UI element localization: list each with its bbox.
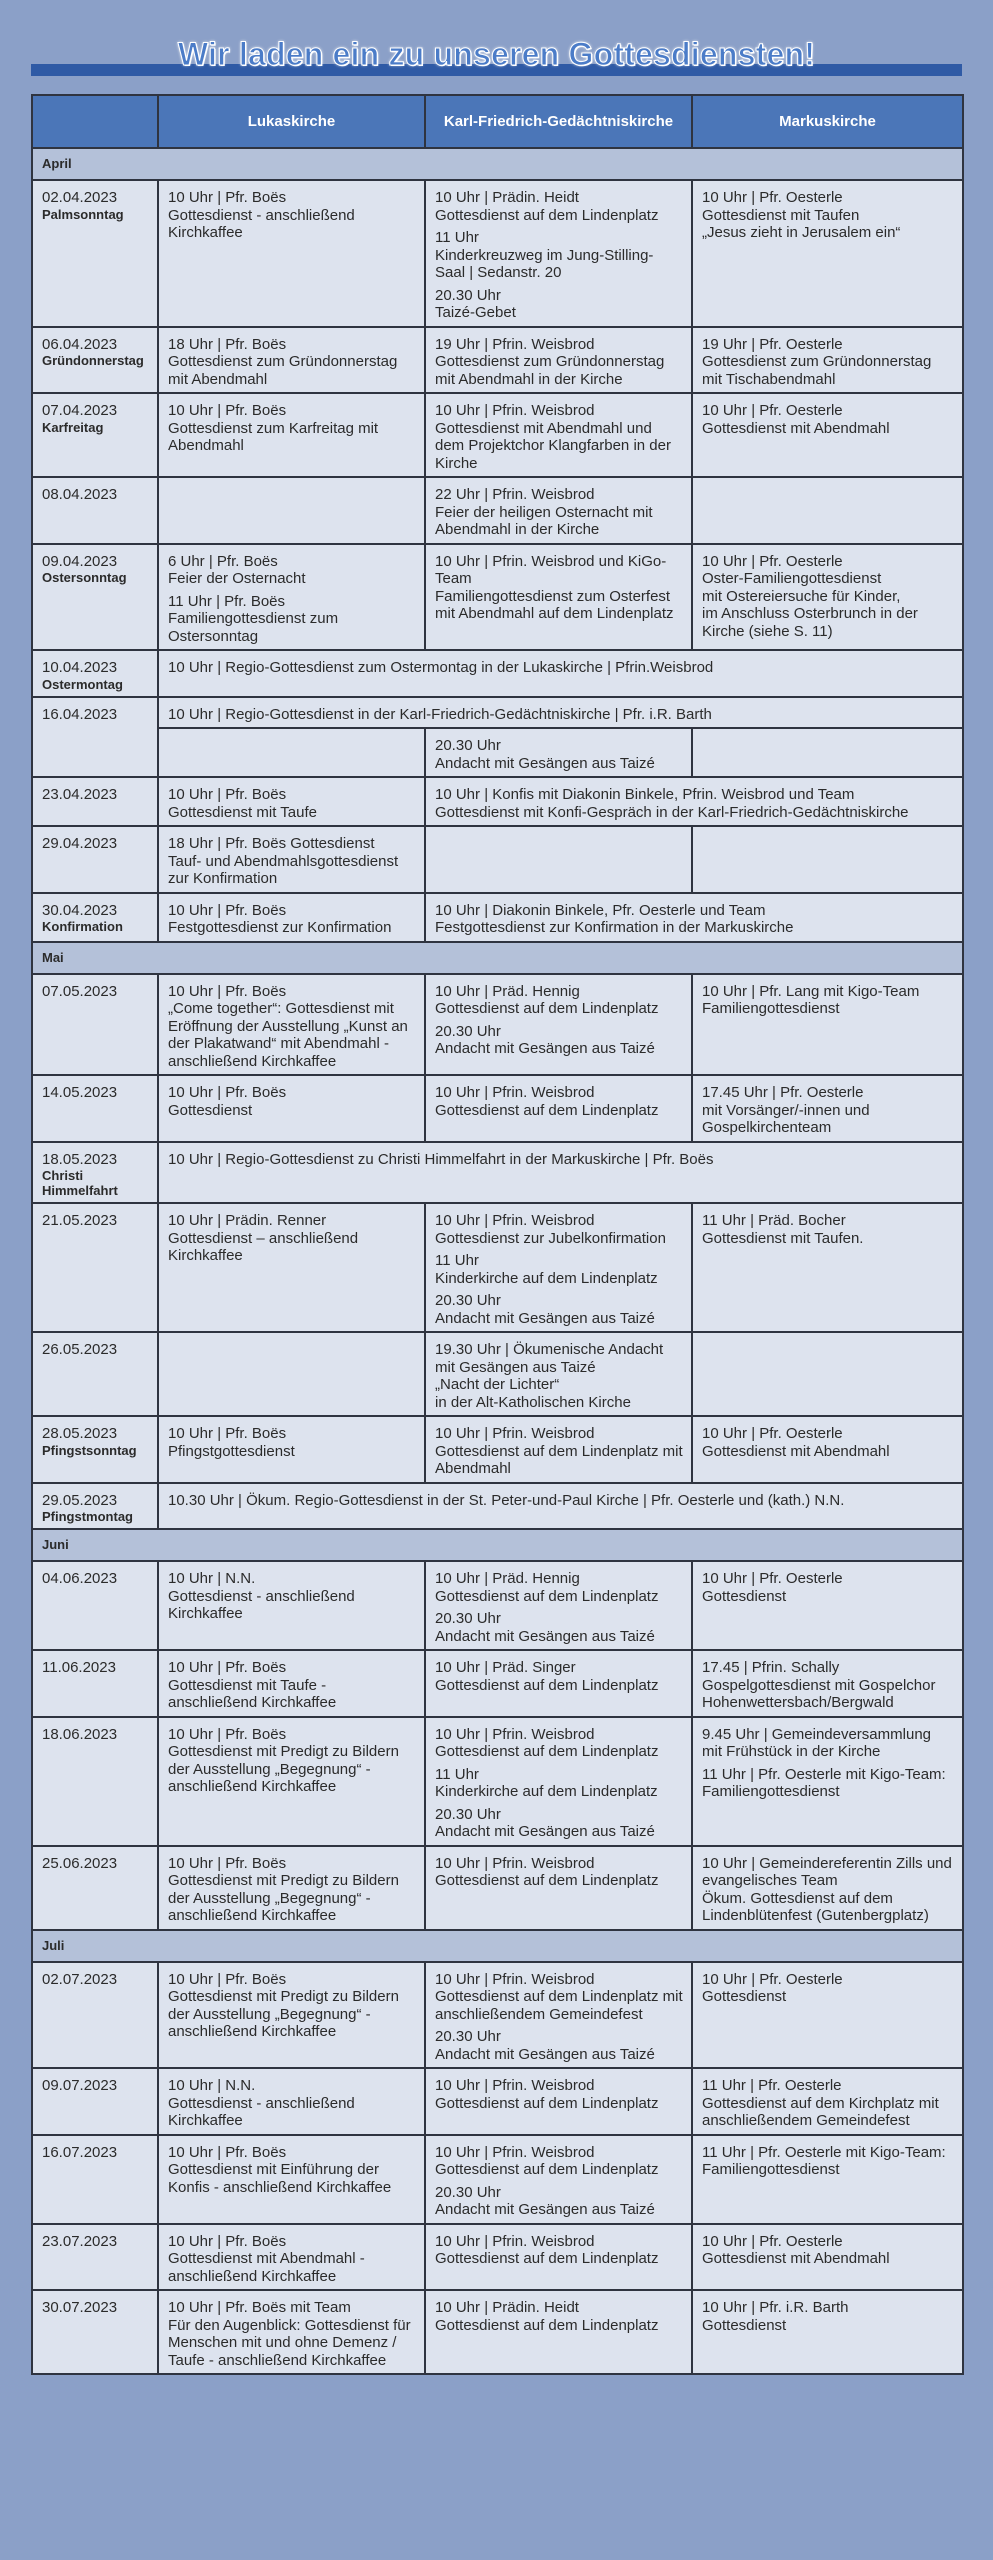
service-entry: 10 Uhr | Pfr. Oesterle Gottesdienst mit Abendmahl	[702, 402, 890, 437]
service-date: 16.07.2023	[42, 2143, 118, 2161]
markuskirche-cell	[692, 180, 963, 327]
service-entry: 10 Uhr | Pfrin. Weisbrod und KiGo-Team Familiengottesdienst zum Osterfest mit Abendmahl auf dem Lindenplatz	[435, 552, 674, 622]
service-entry: 10 Uhr | Pfr. Oesterle Gottesdienst	[702, 1570, 843, 1605]
kfg-kirche-cell	[425, 728, 692, 777]
service-entry: 10 Uhr | Pfrin. Weisbrod Gottesdienst auf dem Lindenplatz	[435, 2143, 659, 2178]
date-cell	[32, 477, 158, 544]
service-date: 10.04.2023	[42, 659, 118, 676]
service-entry: 10 Uhr | Prädin. Heidt Gottesdienst auf dem Lindenplatz	[435, 2299, 659, 2334]
service-entry: 10 Uhr | Präd. Hennig Gottesdienst auf dem Lindenplatz	[435, 1570, 659, 1605]
service-entry: 10 Uhr | Pfr. Lang mit Kigo-Team Familiengottesdienst	[702, 982, 920, 1017]
month-row	[32, 1930, 963, 1962]
service-date: 04.06.2023	[42, 1570, 118, 1587]
kfg-kirche-cell	[425, 974, 692, 1076]
service-entry: 10 Uhr | Pfr. Boës Gottesdienst mit Taufe	[168, 786, 317, 821]
kfg-kirche-cell	[425, 2224, 692, 2291]
service-date: 02.04.2023	[42, 189, 118, 206]
markuskirche-cell	[692, 2068, 963, 2135]
date-cell	[32, 1717, 158, 1846]
service-entry: 10 Uhr | Pfr. i.R. Barth Gottesdienst	[702, 2299, 849, 2334]
service-entry: 17.45 Uhr | Pfr. Oesterle mit Vorsänger/-innen und Gospelkirchenteam	[702, 1084, 870, 1136]
service-entry: 11 Uhr | Pfr. Oesterle Gottesdienst auf dem Kirchplatz mit anschließendem Gemeindefest	[702, 2077, 939, 2129]
kfg-kirche-cell	[425, 1962, 692, 2069]
markuskirche-cell	[692, 1846, 963, 1930]
month-row	[32, 942, 963, 974]
service-entry: 11 Uhr Kinderkreuzweg im Jung-Stilling-Saal | Sedanstr. 20	[435, 229, 654, 281]
markuskirche-cell	[692, 393, 963, 477]
service-date: 28.05.2023	[42, 1425, 118, 1442]
service-entry: 11 Uhr | Pfr. Boës Familiengottesdienst zum Ostersonntag	[168, 592, 339, 645]
joint-service-cell: 10 Uhr | Diakonin Binkele, Pfr. Oesterle und Team Festgottesdienst zur Konfirmation in der Markuskirche	[425, 893, 963, 942]
table-row	[32, 1962, 963, 2069]
kfg-kirche-cell	[425, 393, 692, 477]
table-row	[32, 826, 963, 893]
service-entry: 10 Uhr | Pfrin. Weisbrod Gottesdienst zur Jubelkonfirmation	[435, 1212, 666, 1247]
markuskirche-cell	[692, 1650, 963, 1717]
service-date: 29.05.2023	[42, 1491, 118, 1509]
service-entry: 10 Uhr | Pfr. Oesterle Gottesdienst mit Abendmahl	[702, 1425, 890, 1460]
date-cell	[32, 180, 158, 327]
service-entry: 10 Uhr | Präd. Singer Gottesdienst auf dem Lindenplatz	[435, 1659, 659, 1694]
table-row	[32, 1483, 963, 1530]
service-date: 09.07.2023	[42, 2077, 118, 2094]
markuskirche-cell	[692, 728, 963, 777]
date-cell	[32, 2290, 158, 2374]
service-entry: 10 Uhr | Pfr. Boës Gottesdienst zum Karfreitag mit Abendmahl	[168, 402, 379, 454]
service-entry: 10 Uhr | N.N. Gottesdienst - anschließend Kirchkaffee	[168, 2077, 355, 2129]
month-label: April	[32, 148, 963, 180]
service-date: 06.04.2023	[42, 335, 118, 353]
kfg-kirche-cell	[425, 2290, 692, 2374]
occasion-label: Pfingstmontag	[42, 1509, 133, 1524]
kfg-kirche-cell	[425, 2135, 692, 2224]
service-date: 18.06.2023	[42, 1725, 118, 1743]
markuskirche-cell	[692, 1561, 963, 1650]
service-entry: 10 Uhr | Pfr. Boës Gottesdienst mit Predigt zu Bildern der Ausstellung „Begegnung“ - anschließend Kirchkaffee	[168, 1854, 399, 1924]
table-row	[32, 1142, 963, 1204]
table-row	[32, 2290, 963, 2374]
service-entry: 10 Uhr | Pfr. Oesterle Gottesdienst mit Taufen „Jesus zieht in Jerusalem ein“	[702, 189, 901, 241]
service-date: 21.05.2023	[42, 1212, 118, 1229]
page-title: Wir laden ein zu unseren Gottesdiensten!	[177, 36, 816, 72]
lukaskirche-cell	[158, 477, 425, 544]
service-date: 08.04.2023	[42, 486, 118, 503]
regio-service-cell: 10 Uhr | Regio-Gottesdienst zum Ostermontag in der Lukaskirche | Pfrin.Weisbrod	[158, 650, 963, 697]
service-entry: 11 Uhr | Pfr. Oesterle mit Kigo-Team: Familiengottesdienst	[702, 2143, 946, 2178]
service-date: 30.07.2023	[42, 2299, 118, 2316]
markuskirche-cell	[692, 1962, 963, 2069]
table-row	[32, 650, 963, 697]
date-cell	[32, 1561, 158, 1650]
service-entry: 20.30 Uhr Andacht mit Gesängen aus Taizé	[435, 1610, 655, 1645]
service-date: 07.04.2023	[42, 402, 118, 419]
service-entry: 10 Uhr | Pfr. Boës Gottesdienst mit Predigt zu Bildern der Ausstellung „Begegnung“ - anschließend Kirchkaffee	[168, 1970, 399, 2040]
service-date: 25.06.2023	[42, 1854, 118, 1872]
service-date: 09.04.2023	[42, 552, 118, 570]
lukaskirche-cell	[158, 1846, 425, 1930]
lukaskirche-cell	[158, 728, 425, 777]
service-entry: 10 Uhr | Pfrin. Weisbrod Gottesdienst auf dem Lindenplatz	[435, 2232, 659, 2267]
service-entry: 20.30 Uhr Andacht mit Gesängen aus Taizé	[435, 2183, 655, 2218]
markuskirche-cell	[692, 1332, 963, 1416]
table-row	[32, 180, 963, 327]
service-entry: 11 Uhr Kinderkirche auf dem Lindenplatz	[435, 1252, 658, 1287]
regio-service-cell: 10.30 Uhr | Ökum. Regio-Gottesdienst in der St. Peter-und-Paul Kirche | Pfr. Oesterle und (kath.) N.N.	[158, 1483, 963, 1530]
service-entry: 20.30 Uhr Andacht mit Gesängen aus Taizé	[435, 1292, 655, 1327]
occasion-label: Christi Himmelfahrt	[42, 1168, 118, 1198]
service-entry: 17.45 | Pfrin. Schally Gospelgottesdienst mit Gospelchor Hohenwettersbach/Bergwald	[702, 1659, 936, 1711]
kfg-kirche-cell	[425, 2068, 692, 2135]
kfg-kirche-cell	[425, 327, 692, 394]
service-entry: 19 Uhr | Pfrin. Weisbrod Gottesdienst zum Gründonnerstag mit Abendmahl in der Kirche	[435, 335, 665, 388]
service-entry: 10 Uhr | Pfr. Boës Gottesdienst mit Abendmahl - anschließend Kirchkaffee	[168, 2232, 365, 2285]
service-date: 30.04.2023	[42, 901, 118, 919]
service-entry: 10 Uhr | Pfr. Oesterle Oster-Familiengottesdienst mit Ostereiersuche für Kinder, im Anschluss Osterbrunch in der Kirche (siehe S. 11)	[702, 552, 918, 640]
date-cell	[32, 1142, 158, 1204]
page-header	[0, 0, 993, 80]
lukaskirche-cell	[158, 1416, 425, 1483]
lukaskirche-cell	[158, 544, 425, 651]
kfg-kirche-cell	[425, 1203, 692, 1332]
date-cell	[32, 650, 158, 697]
date-cell	[32, 697, 158, 778]
lukaskirche-cell	[158, 2068, 425, 2135]
service-date: 07.05.2023	[42, 982, 118, 1000]
service-entry: 10 Uhr | Gemeindereferentin Zills und evangelisches Team Ökum. Gottesdienst auf dem Lindenblütenfest (Gutenbergplatz)	[702, 1854, 952, 1924]
lukaskirche-cell	[158, 2135, 425, 2224]
markuskirche-cell	[692, 1717, 963, 1846]
service-entry: 10 Uhr | Pfr. Boës Pfingstgottesdienst	[168, 1425, 295, 1460]
header-karl-friedrich-gedaechtniskirche: Karl-Friedrich-Gedächtniskirche	[425, 95, 692, 148]
markuskirche-cell	[692, 974, 963, 1076]
lukaskirche-cell	[158, 1717, 425, 1846]
month-label: Juli	[32, 1930, 963, 1962]
lukaskirche-cell	[158, 1332, 425, 1416]
service-entry: 18 Uhr | Pfr. Boës Gottesdienst zum Gründonnerstag mit Abendmahl	[168, 335, 398, 388]
markuskirche-cell	[692, 1075, 963, 1142]
lukaskirche-cell	[158, 1075, 425, 1142]
service-entry: 10 Uhr | Präd. Hennig Gottesdienst auf dem Lindenplatz	[435, 982, 659, 1017]
date-cell	[32, 1483, 158, 1530]
markuskirche-cell	[692, 1203, 963, 1332]
occasion-label: Palmsonntag	[42, 206, 124, 222]
service-entry: 22 Uhr | Pfrin. Weisbrod Feier der heiligen Osternacht mit Abendmahl in der Kirche	[435, 486, 653, 538]
date-cell	[32, 1962, 158, 2069]
service-entry: 10 Uhr | Pfrin. Weisbrod Gottesdienst auf dem Lindenplatz mit Abendmahl	[435, 1425, 683, 1477]
service-entry: 10 Uhr | Pfr. Boës Gottesdienst - anschließend Kirchkaffee	[168, 189, 355, 241]
date-cell	[32, 974, 158, 1076]
markuskirche-cell	[692, 2290, 963, 2374]
service-date: 26.05.2023	[42, 1341, 118, 1358]
markuskirche-cell	[692, 2135, 963, 2224]
service-entry: 10 Uhr | Prädin. Renner Gottesdienst – anschließend Kirchkaffee	[168, 1212, 359, 1264]
occasion-label: Karfreitag	[42, 419, 104, 435]
table-row	[32, 2135, 963, 2224]
service-entry: 19 Uhr | Pfr. Oesterle Gottesdienst zum Gründonnerstag mit Tischabendmahl	[702, 335, 932, 388]
table-row	[32, 1203, 963, 1332]
table-row	[32, 697, 963, 729]
service-entry: 11 Uhr Kinderkirche auf dem Lindenplatz	[435, 1765, 658, 1800]
date-cell	[32, 893, 158, 942]
kfg-kirche-cell	[425, 1717, 692, 1846]
table-row	[32, 2224, 963, 2291]
service-entry: 10 Uhr | N.N. Gottesdienst - anschließend Kirchkaffee	[168, 1570, 355, 1622]
lukaskirche-cell	[158, 1650, 425, 1717]
service-date: 02.07.2023	[42, 1970, 118, 1988]
occasion-label: Pfingstsonntag	[42, 1442, 137, 1458]
service-date: 18.05.2023	[42, 1150, 118, 1168]
table-row	[32, 728, 963, 777]
service-date: 23.04.2023	[42, 786, 118, 803]
date-cell	[32, 1416, 158, 1483]
date-cell	[32, 327, 158, 394]
date-cell	[32, 2135, 158, 2224]
service-entry: 10 Uhr | Pfrin. Weisbrod Gottesdienst auf dem Lindenplatz	[435, 1854, 659, 1889]
markuskirche-cell	[692, 1416, 963, 1483]
lukaskirche-cell	[158, 1203, 425, 1332]
date-cell	[32, 393, 158, 477]
kfg-kirche-cell	[425, 1075, 692, 1142]
markuskirche-cell	[692, 327, 963, 394]
table-row	[32, 1416, 963, 1483]
kfg-kirche-cell	[425, 1416, 692, 1483]
month-row	[32, 148, 963, 180]
occasion-label: Gründonnerstag	[42, 353, 144, 368]
service-date: 16.04.2023	[42, 705, 118, 723]
lukaskirche-cell	[158, 180, 425, 327]
service-entry: 9.45 Uhr | Gemeindeversammlung mit Frühstück in der Kirche	[702, 1725, 931, 1760]
lukaskirche-cell	[158, 2290, 425, 2374]
regio-service-cell: 10 Uhr | Regio-Gottesdienst in der Karl-Friedrich-Gedächtniskirche | Pfr. i.R. Barth	[158, 697, 963, 729]
table-row	[32, 477, 963, 544]
service-entry: 10 Uhr | Pfr. Oesterle Gottesdienst mit Abendmahl	[702, 2232, 890, 2267]
markuskirche-cell	[692, 826, 963, 893]
service-entry: 20.30 Uhr Andacht mit Gesängen aus Taizé	[435, 1805, 655, 1840]
lukaskirche-cell	[158, 893, 425, 942]
date-cell	[32, 2068, 158, 2135]
table-row	[32, 1332, 963, 1416]
month-label: Juni	[32, 1529, 963, 1561]
service-entry: 10 Uhr | Prädin. Heidt Gottesdienst auf dem Lindenplatz	[435, 189, 659, 224]
service-date: 23.07.2023	[42, 2232, 118, 2250]
service-entry: 10 Uhr | Pfr. Boës Gottesdienst mit Predigt zu Bildern der Ausstellung „Begegnung“ - anschließend Kirchkaffee	[168, 1725, 399, 1795]
service-date: 14.05.2023	[42, 1084, 118, 1101]
table-row	[32, 393, 963, 477]
date-cell	[32, 826, 158, 893]
table-row	[32, 1846, 963, 1930]
table-row	[32, 544, 963, 651]
service-entry: 10 Uhr | Pfr. Boës Festgottesdienst zur Konfirmation	[168, 901, 392, 936]
lukaskirche-cell	[158, 777, 425, 826]
header-lukaskirche: Lukaskirche	[158, 95, 425, 148]
service-entry: 10 Uhr | Pfr. Boës Gottesdienst mit Taufe - anschließend Kirchkaffee	[168, 1659, 337, 1711]
service-entry: 20.30 Uhr Andacht mit Gesängen aus Taizé	[435, 1022, 655, 1057]
service-entry: 10 Uhr | Pfrin. Weisbrod Gottesdienst auf dem Lindenplatz	[435, 2077, 659, 2112]
table-row	[32, 1717, 963, 1846]
kfg-kirche-cell	[425, 180, 692, 327]
table-row	[32, 1561, 963, 1650]
service-entry: 10 Uhr | Pfr. Boës „Come together“: Gottesdienst mit Eröffnung der Ausstellung „Kunst an der Plakatwand“ mit Abendmahl - anschließend Kirchkaffee	[168, 982, 408, 1070]
table-row	[32, 327, 963, 394]
service-date: 29.04.2023	[42, 835, 118, 852]
kfg-kirche-cell	[425, 1561, 692, 1650]
table-row	[32, 893, 963, 942]
date-cell	[32, 1846, 158, 1930]
service-entry: 6 Uhr | Pfr. Boës Feier der Osternacht	[168, 552, 306, 587]
service-entry: 10 Uhr | Pfr. Boës mit Team Für den Augenblick: Gottesdienst für Menschen mit und ohne Demenz / Taufe - anschließend Kirchkaffee	[168, 2299, 411, 2369]
schedule-body	[32, 148, 963, 2374]
lukaskirche-cell	[158, 826, 425, 893]
service-entry: 10 Uhr | Pfrin. Weisbrod Gottesdienst auf dem Lindenplatz	[435, 1084, 659, 1119]
kfg-kirche-cell	[425, 1332, 692, 1416]
kfg-kirche-cell	[425, 477, 692, 544]
kfg-kirche-cell	[425, 826, 692, 893]
service-entry: 20.30 Uhr Andacht mit Gesängen aus Taizé	[435, 2028, 655, 2063]
month-row	[32, 1529, 963, 1561]
table-row	[32, 1650, 963, 1717]
kfg-kirche-cell	[425, 1650, 692, 1717]
lukaskirche-cell	[158, 327, 425, 394]
occasion-label: Ostermontag	[42, 676, 123, 692]
service-entry: 20.30 Uhr Taizé-Gebet	[435, 286, 516, 321]
date-cell	[32, 1650, 158, 1717]
service-entry: 11 Uhr | Präd. Bocher Gottesdienst mit Taufen.	[702, 1212, 864, 1247]
service-entry: 10 Uhr | Pfr. Boës Gottesdienst mit Einführung der Konfis - anschließend Kirchkaffee	[168, 2143, 392, 2196]
date-cell	[32, 1203, 158, 1332]
regio-service-cell: 10 Uhr | Regio-Gottesdienst zu Christi Himmelfahrt in der Markuskirche | Pfr. Boës	[158, 1142, 963, 1204]
month-label: Mai	[32, 942, 963, 974]
table-row	[32, 1075, 963, 1142]
occasion-label: Ostersonntag	[42, 570, 127, 585]
service-entry: 20.30 Uhr Andacht mit Gesängen aus Taizé	[435, 737, 655, 772]
table-header-row	[32, 95, 963, 148]
service-entry: 19.30 Uhr | Ökumenische Andacht mit Gesängen aus Taizé „Nacht der Lichter“ in der Alt-Katholischen Kirche	[435, 1341, 664, 1411]
date-cell	[32, 1075, 158, 1142]
kfg-kirche-cell	[425, 1846, 692, 1930]
service-schedule-table	[31, 94, 964, 2375]
service-entry: 11 Uhr | Pfr. Oesterle mit Kigo-Team: Familiengottesdienst	[702, 1765, 946, 1800]
service-entry: 10 Uhr | Pfr. Boës Gottesdienst	[168, 1084, 287, 1119]
date-cell	[32, 544, 158, 651]
table-row	[32, 974, 963, 1076]
lukaskirche-cell	[158, 2224, 425, 2291]
kfg-kirche-cell	[425, 544, 692, 651]
service-entry: 10 Uhr | Pfr. Oesterle Gottesdienst	[702, 1970, 843, 2005]
joint-service-cell: 10 Uhr | Konfis mit Diakonin Binkele, Pfrin. Weisbrod und Team Gottesdienst mit Konfi-Gespräch in der Karl-Friedrich-Gedächtniskirche	[425, 777, 963, 826]
date-cell	[32, 777, 158, 826]
service-entry: 18 Uhr | Pfr. Boës Gottesdienst Tauf- und Abendmahlsgottesdienst zur Konfirmation	[168, 835, 399, 887]
date-cell	[32, 2224, 158, 2291]
occasion-label: Konfirmation	[42, 919, 123, 934]
markuskirche-cell	[692, 544, 963, 651]
table-row	[32, 2068, 963, 2135]
service-entry: 10 Uhr | Pfrin. Weisbrod Gottesdienst auf dem Lindenplatz mit anschließendem Gemeindefest	[435, 1970, 683, 2023]
service-entry: 10 Uhr | Pfrin. Weisbrod Gottesdienst mit Abendmahl und dem Projektchor Klangfarben in der Kirche	[435, 402, 671, 472]
table-row	[32, 777, 963, 826]
markuskirche-cell	[692, 477, 963, 544]
lukaskirche-cell	[158, 393, 425, 477]
date-cell	[32, 1332, 158, 1416]
lukaskirche-cell	[158, 1962, 425, 2069]
service-date: 11.06.2023	[42, 1659, 116, 1676]
lukaskirche-cell	[158, 1561, 425, 1650]
header-markuskirche: Markuskirche	[692, 95, 963, 148]
lukaskirche-cell	[158, 974, 425, 1076]
header-date	[32, 95, 158, 148]
markuskirche-cell	[692, 2224, 963, 2291]
service-entry: 10 Uhr | Pfrin. Weisbrod Gottesdienst auf dem Lindenplatz	[435, 1725, 659, 1760]
